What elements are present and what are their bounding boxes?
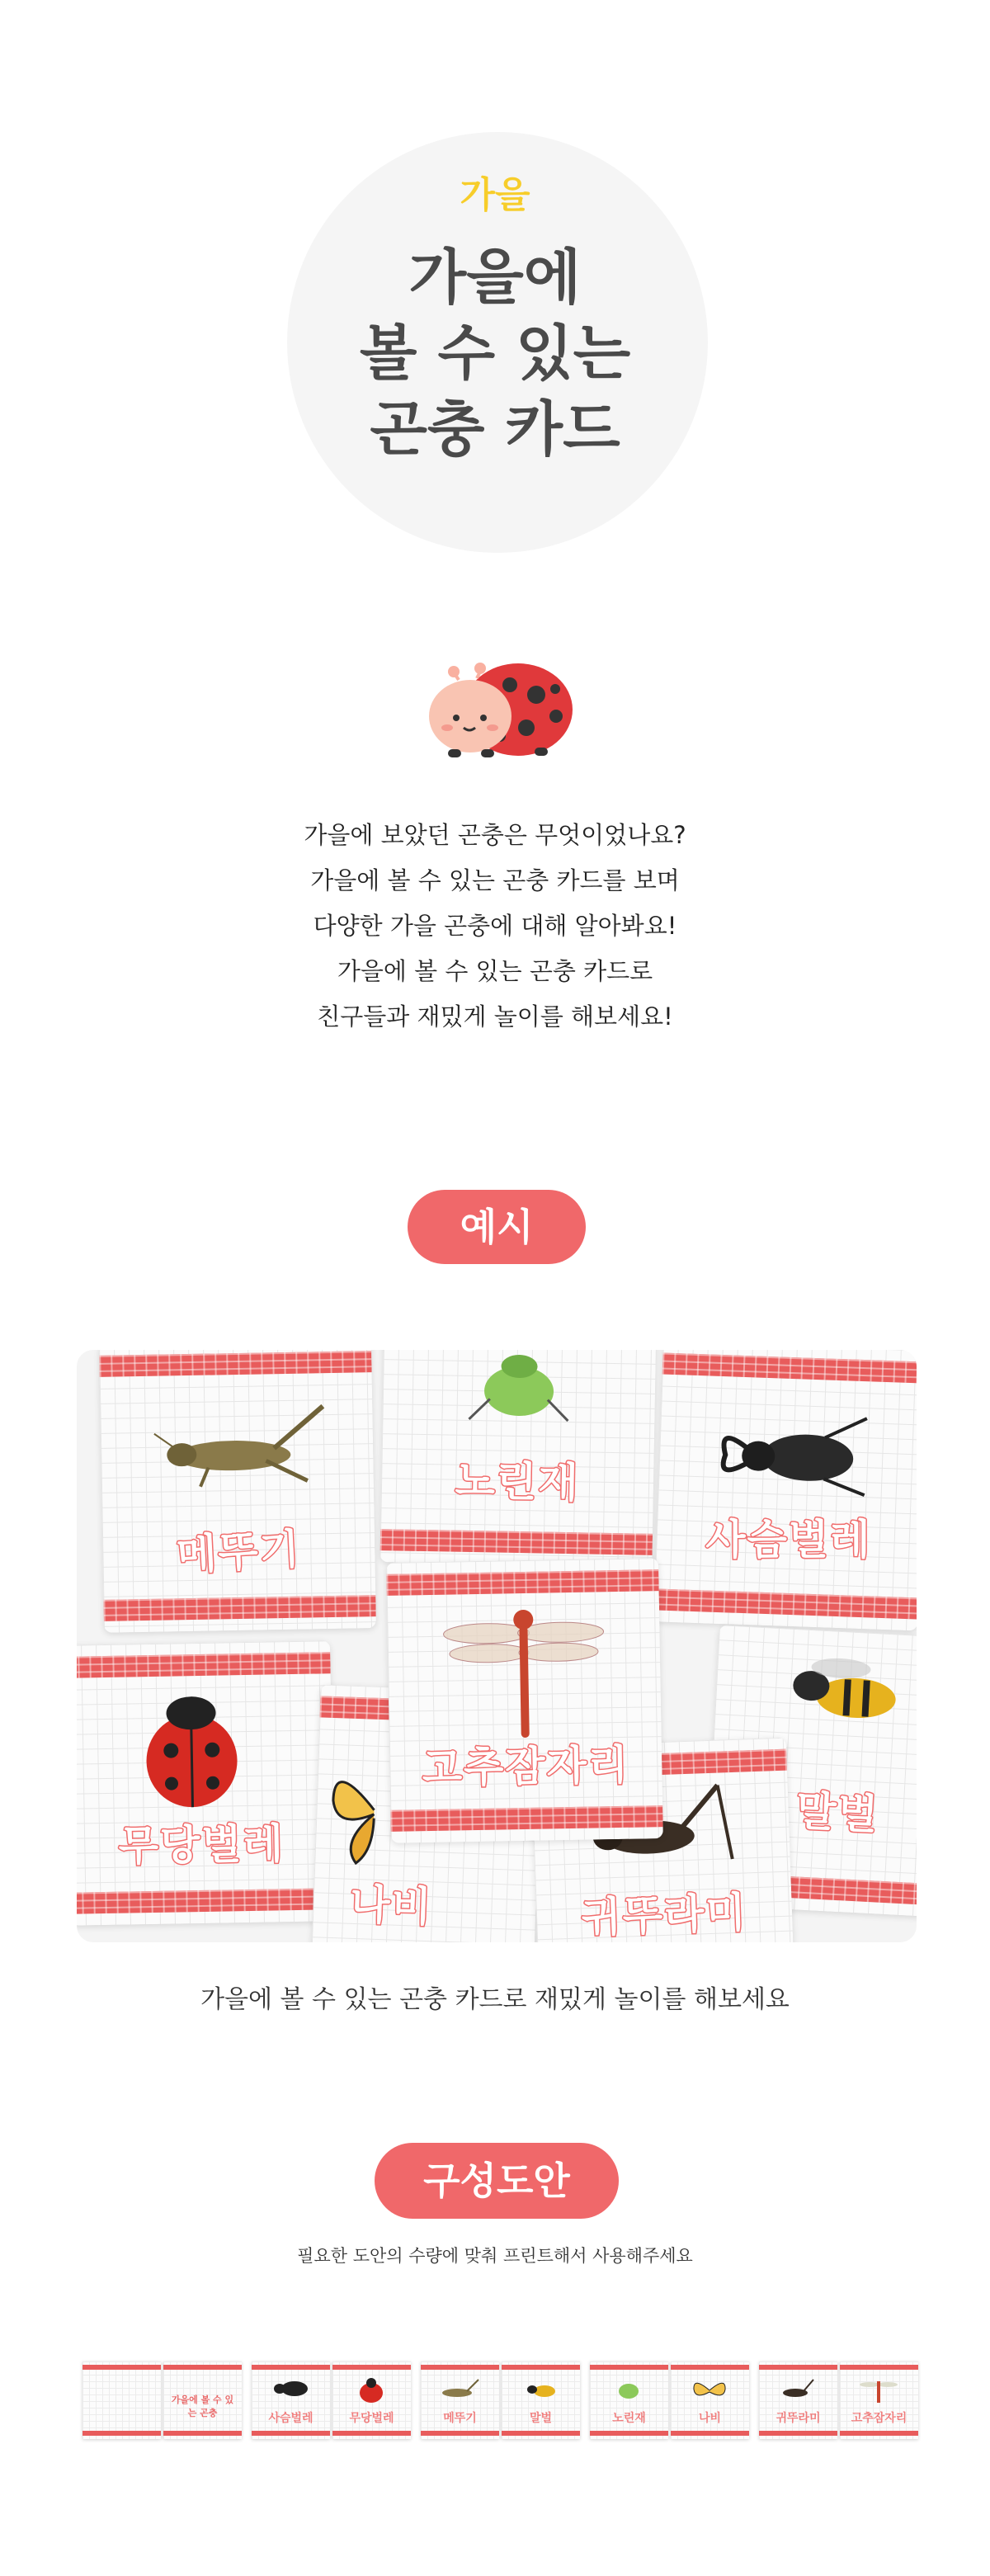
card-label: 말벌 [794,1786,881,1839]
insect-card-stinkbug [380,1350,656,1567]
example-caption: 가을에 볼 수 있는 곤충 카드로 재밌게 놀이를 해보세요 [200,1985,790,2014]
hornet-icon [520,2376,561,2401]
thumbnail-card [590,2361,668,2439]
thumbnail-cover-back [82,2361,161,2439]
thumbnail-pair [252,2361,412,2439]
thumbnail-card [252,2361,330,2439]
thumbnail-pair [590,2361,750,2439]
card-label: 노린재 [455,1456,581,1507]
intro-line: 다양한 가을 곤충에 대해 알아봐요! [313,912,677,940]
card-stripe [77,1888,335,1914]
stag-beetle-icon [270,2376,311,2401]
season-label: 가을 [460,174,530,216]
intro-line: 가을에 볼 수 있는 곤충 카드로 [337,957,653,985]
ladybug-icon [133,1687,251,1813]
thumbnail-pair [82,2361,243,2439]
page-title [0,239,990,467]
stinkbug-icon [464,1350,573,1425]
thumbnail-card [421,2361,499,2439]
ladybug-icon [351,2376,392,2404]
thumbnail-label: 귀뚜라미 [776,2412,821,2425]
thumbnail-cover-title: 가을에 볼 수 있는 곤충 [171,2394,234,2418]
card-stripe [99,1351,371,1377]
thumbnail-pair [421,2361,581,2439]
intro-line: 가을에 보았던 곤충은 무엇이었나요? [304,821,686,849]
composition-caption: 필요한 도안의 수량에 맞춰 프린트해서 사용해주세요 [297,2246,693,2266]
thumbnail-label: 메뚜기 [443,2412,477,2425]
intro-text [0,813,990,1040]
thumbnail-card [502,2361,580,2439]
title-line-3: 곤충 카드 [370,394,620,464]
hornet-icon [763,1635,917,1742]
red-dragonfly-icon [441,1600,608,1743]
thumbnail-label: 나비 [698,2412,722,2425]
card-stripe [390,1805,662,1832]
intro-line: 친구들과 재밌게 놀이를 해보세요! [317,1003,673,1031]
thumbnail-label: 고추잠자리 [851,2412,908,2425]
thumbnail-card [840,2361,918,2439]
insect-card-ladybug [77,1640,335,1926]
title-line-1: 가을에 [408,243,582,312]
thumbnail-card [332,2361,411,2439]
card-stripe [654,1588,917,1619]
example-card-collage [77,1350,917,1942]
card-label: 귀뚜라미 [580,1888,748,1942]
stinkbug-icon [608,2376,649,2401]
thumbnail-label: 사슴벌레 [268,2412,314,2425]
card-stripe [386,1569,658,1596]
card-label: 나비 [349,1880,434,1932]
card-stripe [662,1353,917,1384]
ladybug-mascot-icon [411,652,584,763]
cricket-icon [777,2376,818,2401]
grasshopper-icon [149,1389,332,1492]
card-stripe [103,1595,375,1621]
card-label: 메뚜기 [175,1525,303,1579]
grasshopper-icon [439,2376,480,2401]
insect-card-red-dragonfly [386,1558,663,1843]
thumbnail-card [759,2361,837,2439]
thumbnail-cover [163,2361,242,2439]
stag-beetle-icon [708,1409,875,1498]
butterfly-icon [689,2376,730,2404]
card-stripe [77,1652,331,1678]
card-stripe [380,1529,653,1555]
thumbnail-label: 무당벌레 [349,2412,394,2425]
title-line-2: 볼 수 있는 [359,318,631,388]
insect-card-stag-beetle [653,1350,917,1630]
thumbnail-label: 노린재 [612,2412,646,2425]
intro-line: 가을에 볼 수 있는 곤충 카드를 보며 [310,866,680,894]
red-dragonfly-icon [858,2376,899,2404]
thumbnail-pair [759,2361,919,2439]
example-section-badge: 예시 [408,1190,586,1264]
composition-section-badge: 구성도안 [375,2143,619,2219]
design-thumbnails [82,2361,911,2439]
thumbnail-card [671,2361,749,2439]
card-label: 사슴벌레 [705,1515,872,1564]
card-label: 무당벌레 [118,1819,285,1871]
thumbnail-label: 말벌 [529,2412,553,2425]
insect-card-grasshopper [99,1350,376,1633]
card-label: 고추잠자리 [422,1740,630,1793]
